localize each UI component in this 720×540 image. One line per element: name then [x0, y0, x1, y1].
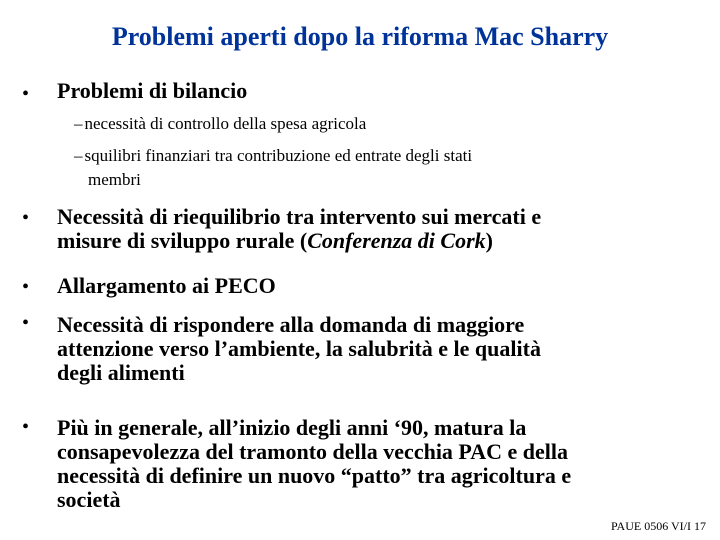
bullet-line: [57, 229, 717, 253]
bullet-dot: •: [22, 276, 30, 298]
bullet-problemi-bilancio: Problemi di bilancio: [57, 78, 248, 103]
bullet-allargamento-peco: Allargamento ai PECO: [57, 273, 276, 298]
bullet-dot: •: [22, 83, 30, 105]
bullet-dot: •: [22, 312, 30, 334]
bullet-line: necessità di definire un nuovo “patto” tra agricoltura e: [57, 463, 572, 488]
dash-marker: –: [74, 114, 83, 133]
bullet-line: Più in generale, all’inizio degli anni ‘90, matura la: [57, 415, 527, 440]
sub-item-controllo-spesa: [74, 112, 694, 136]
slide-footer: PAUE 0506 VI/I 17: [610, 519, 706, 533]
bullet-riequilibrio: [57, 205, 717, 253]
dash-marker: –: [74, 146, 83, 165]
bullet-line: società: [57, 487, 121, 512]
bullet-line: consapevolezza del tramonto della vecchia PAC e della: [57, 439, 568, 464]
sub-item-text-continued: membri: [88, 170, 141, 189]
sub-item-text: necessità di controllo della spesa agricola: [84, 114, 367, 133]
bullet-dot: •: [22, 416, 30, 438]
bullet-line: Necessità di rispondere alla domanda di maggiore: [57, 312, 525, 337]
bullet-line-suffix: ): [485, 228, 493, 253]
bullet-line-italic: Conferenza di Cork: [307, 228, 486, 253]
bullet-line: degli alimenti: [57, 360, 185, 385]
sub-item-squilibri: [74, 144, 694, 192]
bullet-nuovo-patto: [57, 416, 717, 512]
bullet-dot: •: [22, 207, 30, 229]
bullet-line: Necessità di riequilibrio tra intervento sui mercati e: [57, 204, 542, 229]
bullet-domanda-ambiente: [57, 313, 717, 385]
bullet-line: attenzione verso l’ambiente, la salubrità e le qualità: [57, 336, 541, 361]
bullet-line-prefix: misure di sviluppo rurale (: [57, 228, 308, 253]
slide-title: Problemi aperti dopo la riforma Mac Sharry: [111, 22, 609, 51]
sub-item-text: squilibri finanziari tra contribuzione ed entrate degli stati: [84, 146, 473, 165]
